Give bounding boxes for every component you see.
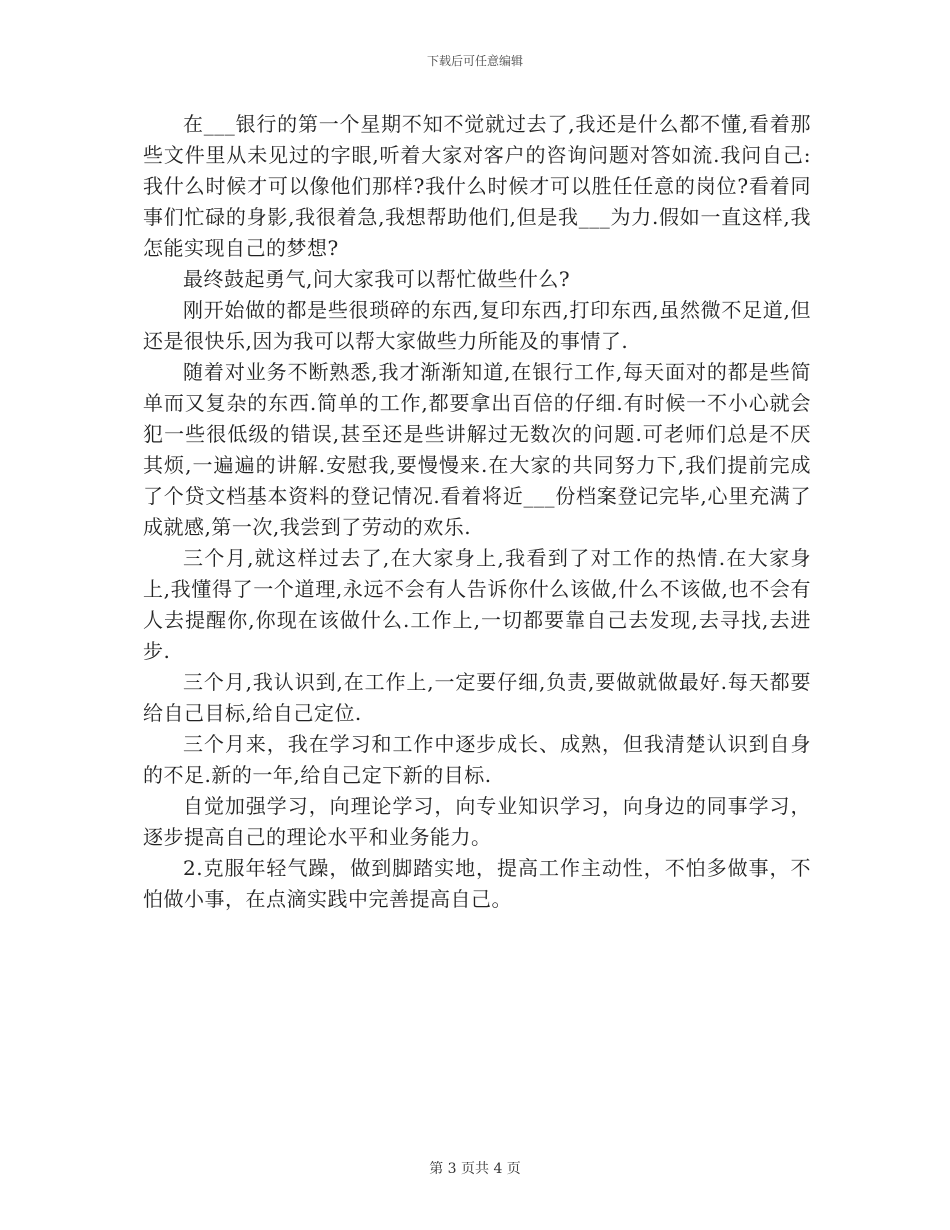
paragraph: 自觉加强学习，向理论学习，向专业知识学习，向身边的同事学习，逐步提高自己的理论水平和业务能力。 [143,794,811,849]
paragraph: 2.克服年轻气躁，做到脚踏实地，提高工作主动性，不怕多做事，不怕做小事，在点滴实践中完善提高自己。 [143,856,811,911]
paragraph: 在___银行的第一个星期不知不觉就过去了,我还是什么都不懂,看着那些文件里从未见过的字眼,听着大家对客户的咨询问题对答如流.我问自己:我什么时候才可以像他们那样?我什么时候才可以胜任任意的岗位?看着同事们忙碌的身影,我很着急,我想帮助他们,但是我___为力.假如一直这样,我怎能实现自己的梦想? [143,112,811,260]
paragraph: 三个月来，我在学习和工作中逐步成长、成熟，但我清楚认识到自身的不足.新的一年,给自己定下新的目标. [143,732,811,787]
document-body [143,109,811,915]
page-footer: 第 3 页共 4 页 [429,1161,521,1177]
page-header: 下载后可任意编辑 [426,54,523,68]
paragraph: 随着对业务不断熟悉,我才渐渐知道,在银行工作,每天面对的都是些简单而又复杂的东西.简单的工作,都要拿出百倍的仔细.有时候一不小心就会犯一些很低级的错误,甚至还是些讲解过无数次的问题.可老师们总是不厌其烦,一遍遍的讲解.安慰我,要慢慢来.在大家的共同努力下,我们提前完成了个贷文档基本资料的登记情况.看着将近___份档案登记完毕,心里充满了成就感,第一次,我尝到了劳动的欢乐. [143,360,811,539]
paragraph: 刚开始做的都是些很琐碎的东西,复印东西,打印东西,虽然微不足道,但还是很快乐,因为我可以帮大家做些力所能及的事情了. [143,298,811,353]
paragraph: 三个月,我认识到,在工作上,一定要仔细,负责,要做就做最好.每天都要给自己目标,给自己定位. [143,670,811,725]
paragraph: 最终鼓起勇气,问大家我可以帮忙做些什么? [183,267,571,291]
paragraph: 三个月,就这样过去了,在大家身上,我看到了对工作的热情.在大家身上,我懂得了一个道理,永远不会有人告诉你什么该做,什么不该做,也不会有人去提醒你,你现在该做什么.工作上,一切都要靠自己去发现,去寻找,去进步. [143,546,811,663]
